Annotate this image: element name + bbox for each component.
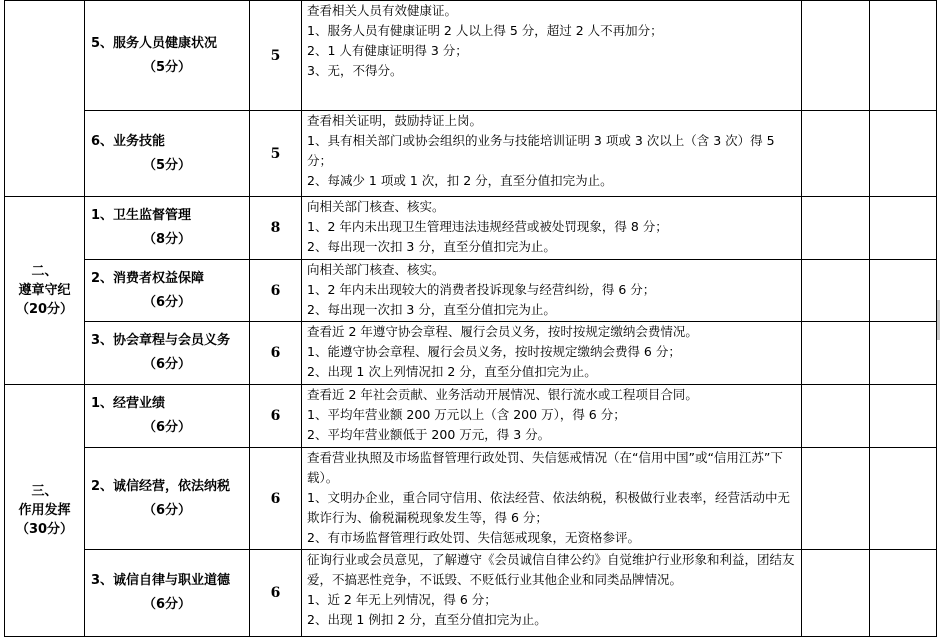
criteria-line: 3、无，不得分。 [307,63,403,78]
criteria-cell [302,322,802,385]
table-row [5,385,937,448]
blank-cell [870,322,937,385]
criteria-line: 1、2 年内未出现较大的消费者投诉现象与经营纠纷，得 6 分； [307,282,656,297]
category-title: 三、 [31,484,58,499]
score-cell: 6 [250,322,302,385]
criteria-cell [302,385,802,448]
item-name: 5、服务人员健康状况 [91,35,218,51]
item-name: 1、经营业绩 [91,396,166,411]
blank-cell [870,197,937,260]
item-cell [85,322,250,385]
criteria-line: 2、有市场监督管理行政处罚、失信惩戒现象，无资格参评。 [307,530,640,545]
criteria-line: 1、平均年营业额 200 万元以上（含 200 万），得 6 分； [307,407,626,422]
criteria-line: 1、服务人员有健康证明 2 人以上得 5 分，超过 2 人不再加分； [307,23,663,38]
criteria-line: 2、出现 1 例扣 2 分，直至分值扣完为止。 [307,612,547,627]
item-cell [85,260,250,322]
blank-cell [870,448,937,550]
category-cell [5,197,85,385]
item-cell [85,385,250,448]
blank-cell [802,550,870,637]
item-points: （8分） [142,232,192,247]
criteria-line: 1、2 年内未出现卫生管理违法违规经营或被处罚现象，得 8 分； [307,219,668,234]
criteria-line: 1、具有相关部门或协会组织的业务与技能培训证明 3 项或 3 次以上（含 3 次）得 5 分； [307,133,775,168]
category-cell [5,385,85,637]
criteria-line: 2、出现 1 次上列情况扣 2 分，直至分值扣完为止。 [307,364,597,379]
criteria-cell [302,550,802,637]
criteria-cell [302,197,802,260]
criteria-cell [302,260,802,322]
item-cell [85,197,250,260]
blank-cell [802,111,870,197]
item-name: 3、协会章程与会员义务 [91,333,231,348]
criteria-line: 2、每出现一次扣 3 分，直至分值扣完为止。 [307,302,556,317]
blank-cell [870,111,937,197]
item-points: （6分） [142,294,192,310]
criteria-cell [302,111,802,197]
criteria-cell [302,448,802,550]
item-cell [85,448,250,550]
category-name: 遵章守纪 [18,283,71,298]
item-cell [85,111,250,197]
criteria-line: 向相关部门核查、核实。 [307,262,445,277]
criteria-line: 2、1 人有健康证明得 3 分； [307,43,468,58]
blank-cell [802,322,870,385]
criteria-line: 2、平均年营业额低于 200 万元，得 3 分。 [307,427,551,442]
item-name: 3、诚信自律与职业道德 [91,573,231,588]
criteria-line: 查看营业执照及市场监督管理行政处罚、失信惩戒情况（在“信用中国”或“信用江苏”下载）。 [307,450,783,485]
blank-cell [870,385,937,448]
score-cell: 5 [250,1,302,111]
blank-cell [802,1,870,111]
blank-cell [870,550,937,637]
category-title: 二、 [31,264,58,279]
criteria-line: 2、每减少 1 项或 1 次，扣 2 分，直至分值扣完为止。 [307,173,613,188]
criteria-line: 查看相关人员有效健康证。 [307,3,458,18]
blank-cell [870,260,937,322]
category-name: 作用发挥 [18,503,71,518]
criteria-line: 向相关部门核查、核实。 [307,199,445,214]
item-points: （6分） [142,357,192,372]
criteria-line: 查看近 2 年遵守协会章程、履行会员义务，按时按规定缴纳会费情况。 [307,324,698,339]
table-row [5,1,937,111]
criteria-line: 1、能遵守协会章程、履行会员义务，按时按规定缴纳会费得 6 分； [307,344,681,359]
score-cell: 6 [250,260,302,322]
score-cell: 6 [250,385,302,448]
blank-cell [802,260,870,322]
item-cell [85,550,250,637]
item-points: （6分） [142,420,192,435]
evaluation-table [4,0,937,637]
criteria-line: 1、文明办企业，重合同守信用、依法经营、依法纳税，积极做行业表率，经营活动中无欺诈行为、偷税漏税现象发生等，得 6 分； [307,490,790,525]
blank-cell [870,1,937,111]
table-row [5,322,937,385]
table-row [5,550,937,637]
criteria-line: 1、近 2 年无上列情况，得 6 分； [307,592,497,607]
item-points: （5分） [142,157,192,173]
score-cell: 6 [250,448,302,550]
criteria-line: 征询行业或会员意见，了解遵守《会员诚信自律公约》自觉维护行业形象和利益，团结友爱，不搞恶性竞争，不诋毁、不贬低行业其他企业和同类品牌情况。 [307,552,795,587]
criteria-line: 查看近 2 年社会贡献、业务活动开展情况、银行流水或工程项目合同。 [307,387,698,402]
item-name: 1、卫生监督管理 [91,208,192,223]
item-points: （5分） [142,59,192,75]
table-row [5,197,937,260]
criteria-line: 查看相关证明，鼓励持证上岗。 [307,113,483,128]
table-row [5,111,937,197]
category-points: （20分） [15,302,74,317]
item-name: 2、消费者权益保障 [91,270,205,286]
category-cell [5,1,85,197]
item-points: （6分） [142,597,192,612]
table-row [5,448,937,550]
category-points: （30分） [15,522,74,537]
score-cell: 5 [250,111,302,197]
table-row [5,260,937,322]
item-name: 6、业务技能 [91,133,166,149]
item-points: （6分） [142,502,192,518]
criteria-line: 2、每出现一次扣 3 分，直至分值扣完为止。 [307,239,556,254]
criteria-cell [302,1,802,111]
score-cell: 6 [250,550,302,637]
item-cell [85,1,250,111]
blank-cell [802,385,870,448]
blank-cell [802,448,870,550]
score-cell: 8 [250,197,302,260]
blank-cell [802,197,870,260]
item-name: 2、诚信经营，依法纳税 [91,478,231,494]
